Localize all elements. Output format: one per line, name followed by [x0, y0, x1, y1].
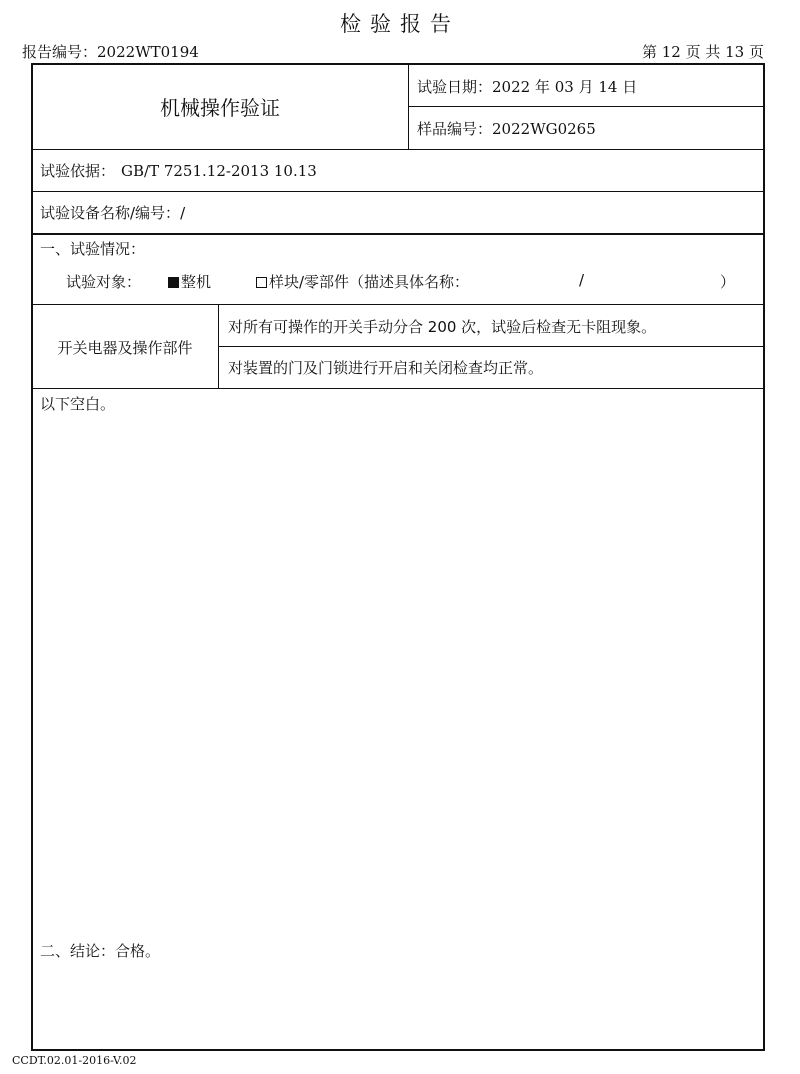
- test-equipment-label: 试验设备名称/编号：: [40, 204, 181, 222]
- sample-number: [417, 118, 596, 139]
- test-object-label: 试验对象：: [66, 273, 142, 291]
- divider: [32, 304, 764, 305]
- report-number-value: 2022WT0194: [97, 43, 199, 61]
- sample-number-value: 2022WG0265: [492, 120, 596, 138]
- divider: [32, 149, 764, 150]
- report-number: [22, 41, 199, 62]
- test-date-value: 2022 年 03 月 14 日: [492, 78, 638, 96]
- result-item: 对装置的门及门锁进行开启和关闭检查均正常。: [228, 359, 544, 377]
- report-title: 检验报告: [340, 12, 460, 36]
- result-item: 对所有可操作的开关手动分合 200 次，试验后检查无卡阻现象。: [228, 318, 657, 336]
- test-equipment-value: /: [180, 204, 186, 222]
- test-basis: [40, 160, 317, 181]
- form-code: CCDT.02.01-2016-V.02: [12, 1054, 137, 1067]
- blank-below-note: 以下空白。: [40, 395, 116, 413]
- divider: [32, 388, 764, 389]
- option-sample-part-close: ）: [720, 273, 736, 291]
- option-whole-machine: [168, 271, 211, 292]
- test-date-label: 试验日期：: [417, 78, 493, 96]
- divider: [32, 191, 764, 192]
- section-test-situation: 一、试验情况：: [40, 240, 146, 258]
- option-sample-part-value: /: [579, 271, 585, 289]
- conclusion-label: 二、结论：: [40, 942, 116, 960]
- test-date: [417, 76, 637, 97]
- report-number-label: 报告编号：: [22, 43, 98, 61]
- conclusion: [40, 940, 160, 961]
- test-basis-label: 试验依据：: [40, 162, 116, 180]
- checkbox-checked-icon: [168, 277, 179, 288]
- test-equipment: [40, 202, 185, 223]
- checkbox-unchecked-icon: [256, 277, 267, 288]
- option-sample-part-label: 样块/零部件（描述具体名称：: [269, 273, 470, 291]
- divider: [218, 346, 764, 347]
- test-basis-value: GB/T 7251.12-2013 10.13: [121, 162, 317, 180]
- conclusion-value: 合格。: [115, 942, 161, 960]
- test-item-title: 机械操作验证: [160, 96, 280, 120]
- option-whole-machine-label: 整机: [181, 273, 212, 291]
- option-sample-part: [256, 271, 469, 292]
- sample-number-label: 样品编号：: [417, 120, 493, 138]
- divider: [408, 106, 764, 107]
- component-label: 开关电器及操作部件: [57, 339, 193, 357]
- page-info: 第 12 页 共 13 页: [641, 43, 764, 61]
- divider: [32, 233, 764, 235]
